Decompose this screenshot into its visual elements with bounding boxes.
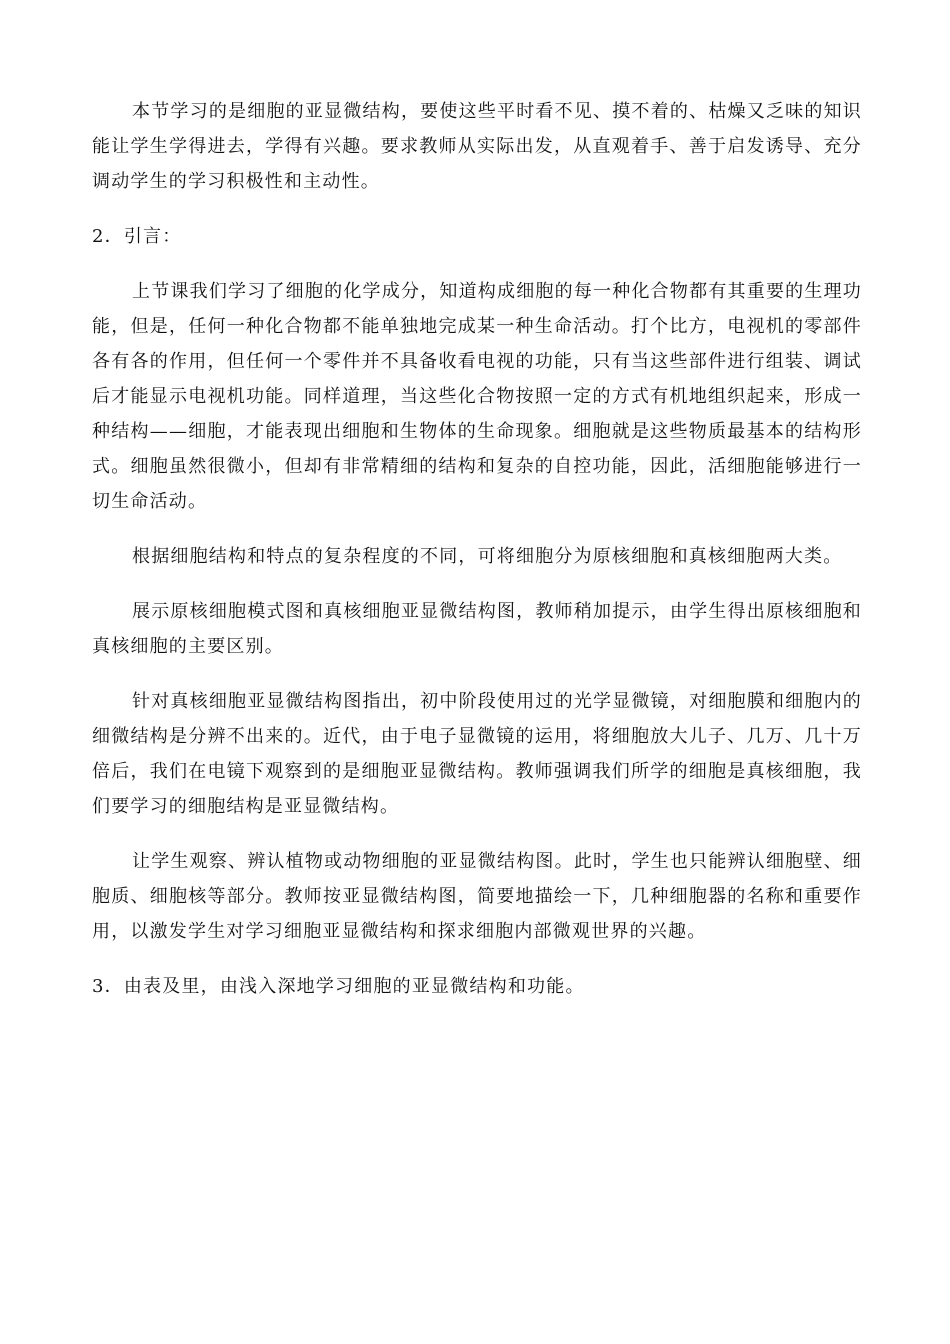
paragraph-cell-classification: 根据细胞结构和特点的复杂程度的不同，可将细胞分为原核细胞和真核细胞两大类。	[132, 546, 843, 567]
document-page	[92, 94, 862, 1024]
paragraph-intro: 本节学习的是细胞的亚显微结构，要使这些平时看不见、摸不着的、枯燥又乏味的知识能让学生学得进去，学得有兴趣。要求教师从实际出发，从直观着手、善于启发诱导、充分调动学生的学习积极性和主动性。	[92, 101, 862, 192]
section-heading-structure-function: 3．由表及里，由浅入深地学习细胞的亚显微结构和功能。	[92, 976, 585, 997]
paragraph-show-diagrams: 展示原核细胞模式图和真核细胞亚显微结构图，教师稍加提示，由学生得出原核细胞和真核细胞的主要区别。	[92, 601, 862, 657]
section-heading-introduction: 2．引言：	[92, 226, 182, 247]
paragraph-chemical-composition: 上节课我们学习了细胞的化学成分，知道构成细胞的每一种化合物都有其重要的生理功能，但是，任何一种化合物都不能单独地完成某一种生命活动。打个比方，电视机的零部件各有各的作用，但任何一个零件并不具备收看电视的功能，只有当这些部件进行组装、调试后才能显示电视机功能。同样道理，当这些化合物按照一定的方式有机地组织起来，形成一种结构——细胞，才能表现出细胞和生物体的生命现象。细胞就是这些物质最基本的结构形式。细胞虽然很微小，但却有非常精细的结构和复杂的自控功能，因此，活细胞能够进行一切生命活动。	[92, 281, 862, 512]
paragraph-observe-structure: 让学生观察、辨认植物或动物细胞的亚显微结构图。此时，学生也只能辨认细胞壁、细胞质、细胞核等部分。教师按亚显微结构图，简要地描绘一下，几种细胞器的名称和重要作用，以激发学生对学习细胞亚显微结构和探求细胞内部微观世界的兴趣。	[92, 851, 862, 942]
paragraph-electron-microscope: 针对真核细胞亚显微结构图指出，初中阶段使用过的光学显微镜，对细胞膜和细胞内的细微结构是分辨不出来的。近代，由于电子显微镜的运用，将细胞放大儿子、几万、几十万倍后，我们在电镜下观察到的是细胞亚显微结构。教师强调我们所学的细胞是真核细胞，我们要学习的细胞结构是亚显微结构。	[92, 691, 862, 817]
